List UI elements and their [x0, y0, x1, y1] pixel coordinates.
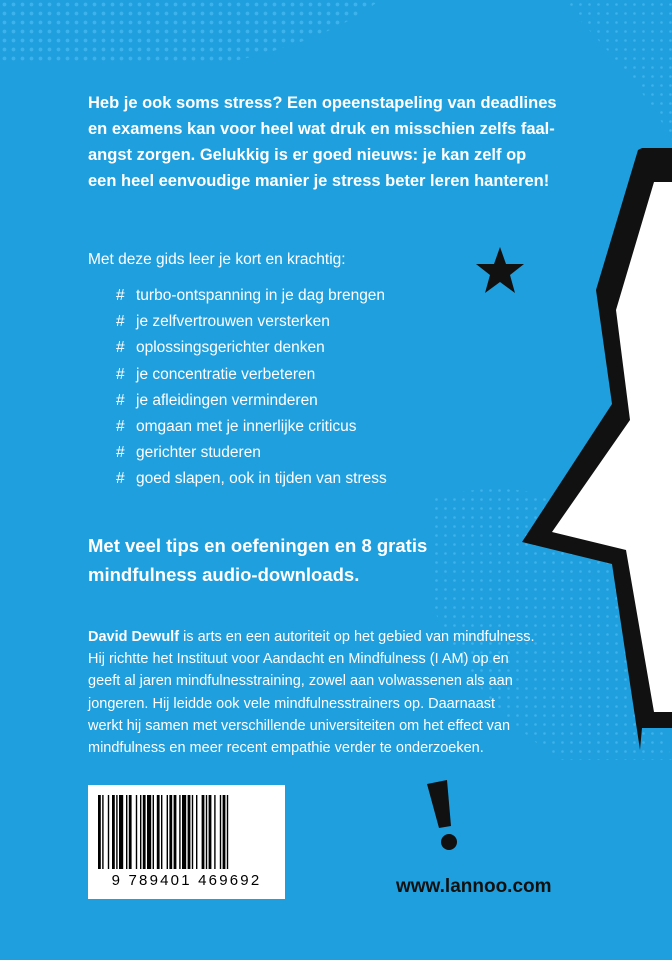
barcode-bar: [179, 795, 180, 869]
barcode-bar: [182, 795, 186, 869]
barcode-bar: [147, 795, 151, 869]
barcode-bar: [129, 795, 132, 869]
intro-line: en examens kan voor heel wat druk en misschien zelfs faal-: [88, 120, 555, 138]
bio-line: Hij richtte het Instituut voor Aandacht en Mindfulness (I AM) op en: [88, 651, 509, 668]
benefits-list: [116, 283, 387, 493]
list-item: [116, 414, 387, 440]
barcode-bar: [116, 795, 117, 869]
list-item-text: oplossingsgerichter denken: [136, 339, 325, 357]
hash-bullet: #: [116, 339, 125, 357]
isbn-number: 9 789401 469692: [111, 872, 262, 889]
barcode-bar: [140, 795, 141, 869]
intro-paragraph: [88, 90, 598, 194]
bio-line: geeft al jaren mindfulnesstraining, zowel aan volwassenen als aan: [88, 673, 513, 690]
bio-line: jongeren. Hij leidde ook vele mindfulnesstrainers op. Daarnaast: [88, 695, 496, 712]
barcode-bar: [136, 795, 137, 869]
barcode-bars: [88, 785, 285, 875]
cta-line: mindfulness audio-downloads.: [88, 564, 360, 585]
barcode-bar: [119, 795, 123, 869]
list-item-text: gerichter studeren: [136, 444, 261, 462]
intro-line: een heel eenvoudige manier je stress beter leren hanteren!: [88, 172, 550, 190]
barcode-bar: [227, 795, 228, 869]
list-item: [116, 335, 387, 361]
barcode-bar: [202, 795, 205, 869]
intro-line: Heb je ook soms stress? Een opeenstapeling van deadlines: [88, 94, 557, 112]
list-item: [116, 466, 387, 492]
barcode-bar: [157, 795, 160, 869]
barcode-bar: [143, 795, 146, 869]
barcode-bar: [192, 795, 193, 869]
hash-bullet: #: [116, 444, 125, 462]
hash-bullet: #: [116, 365, 125, 383]
barcode-bar: [209, 795, 212, 869]
barcode-bar: [102, 795, 103, 869]
cta-line: Met veel tips en oefeningen en 8 gratis: [88, 535, 428, 556]
barcode-bar: [167, 795, 168, 869]
barcode-bar: [108, 795, 109, 869]
bio-line: mindfulness en meer recent empathie verder te onderzoeken.: [88, 740, 484, 757]
bio-line: [88, 626, 608, 648]
barcode-bar: [161, 795, 162, 869]
guide-lead: Met deze gids leer je kort en krachtig:: [88, 251, 346, 268]
publisher-website: www.lannoo.com: [396, 876, 552, 897]
list-item: [116, 309, 387, 335]
barcode-bar: [153, 795, 154, 869]
barcode-bar: [214, 795, 215, 869]
list-item: [116, 388, 387, 414]
author-bio: [88, 626, 608, 759]
barcode-bar: [112, 795, 115, 869]
barcode-bar: [174, 795, 177, 869]
barcode-bar: [126, 795, 127, 869]
barcode-bar: [196, 795, 197, 869]
list-item-text: goed slapen, ook in tijden van stress: [136, 470, 387, 488]
list-item: [116, 440, 387, 466]
bio-line-rest: is arts en een autoriteit op het gebied van mindfulness.: [179, 629, 535, 645]
bio-line: werkt hij samen met verschillende universiteiten om het effect van: [88, 717, 511, 734]
author-name: David Dewulf: [88, 629, 180, 645]
list-item-text: je zelfvertrouwen versterken: [136, 313, 330, 331]
list-item: [116, 362, 387, 388]
hash-bullet: #: [116, 313, 125, 331]
hash-bullet: #: [116, 391, 125, 409]
barcode-bar: [98, 795, 101, 869]
hash-bullet: #: [116, 470, 125, 488]
hash-bullet: #: [116, 287, 125, 304]
small-star-icon: [474, 245, 526, 297]
barcode-bar: [223, 795, 226, 869]
list-item-text: je concentratie verbeteren: [136, 365, 316, 383]
barcode: [88, 785, 285, 899]
list-item-text: omgaan met je innerlijke criticus: [136, 418, 357, 436]
hash-bullet: #: [116, 418, 125, 436]
barcode-bar: [206, 795, 207, 869]
list-item-text: turbo-ontspanning in je dag brengen: [136, 287, 386, 304]
barcode-bar: [169, 795, 172, 869]
call-to-action: [88, 531, 427, 589]
list-item-text: je afleidingen verminderen: [136, 391, 318, 409]
barcode-bar: [188, 795, 191, 869]
list-item: [116, 283, 387, 309]
exclamation-mark-icon: [425, 780, 471, 852]
barcode-bar: [220, 795, 221, 869]
intro-line: angst zorgen. Gelukkig is er goed nieuws: je kan zelf op: [88, 146, 527, 164]
